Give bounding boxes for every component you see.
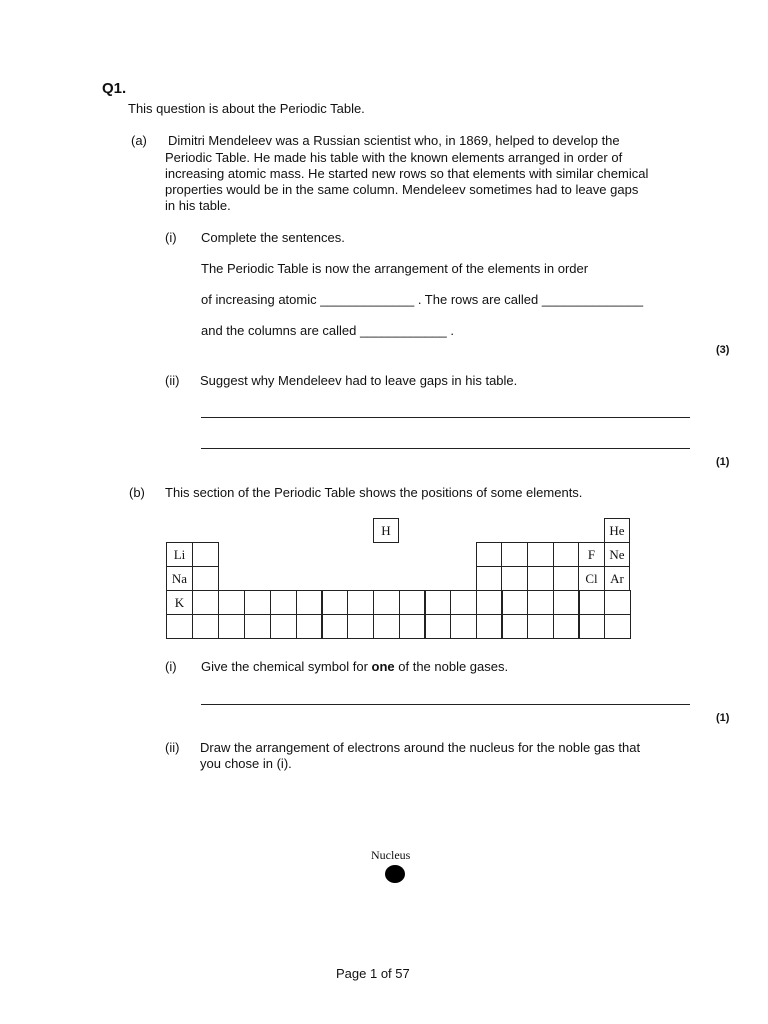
part-b-i-label: (i): [165, 659, 177, 674]
part-a-i-label: (i): [165, 230, 177, 245]
part-b-ii-line-2: you chose in (i).: [200, 756, 292, 771]
part-a-i-marks: (3): [716, 344, 730, 356]
question-intro: This question is about the Periodic Table.: [128, 101, 365, 116]
nucleus-dot: [385, 865, 405, 883]
empty-cell: [399, 614, 426, 639]
element-cell-ne: Ne: [604, 542, 630, 567]
empty-cell: [553, 590, 580, 615]
part-a-paragraph-line-1: Dimitri Mendeleev was a Russian scientist who, in 1869, helped to develop the: [168, 133, 620, 148]
part-b-label: (b): [129, 485, 145, 500]
empty-cell: [399, 590, 426, 615]
empty-cell: [501, 614, 528, 639]
element-cell-cl: Cl: [578, 566, 605, 591]
empty-cell: [166, 614, 193, 639]
element-cell-li: Li: [166, 542, 193, 567]
part-a-paragraph-line-5: in his table.: [165, 198, 231, 213]
part-a-paragraph-line-2: Periodic Table. He made his table with the known elements arranged in order of: [165, 150, 623, 165]
empty-cell: [218, 614, 245, 639]
empty-cell: [218, 590, 245, 615]
empty-cell: [527, 614, 554, 639]
part-b-ii-label: (ii): [165, 740, 180, 755]
part-a-ii-instruction: Suggest why Mendeleev had to leave gaps in his table.: [200, 373, 518, 388]
empty-cell: [244, 614, 271, 639]
empty-cell: [578, 590, 605, 615]
empty-cell: [450, 590, 477, 615]
part-a-paragraph-line-3: increasing atomic mass. He started new rows so that elements with similar chemical: [165, 166, 649, 181]
part-b-i-text-before: Give the chemical symbol for: [201, 659, 372, 674]
answer-line[interactable]: [201, 448, 690, 449]
empty-cell: [373, 590, 400, 615]
empty-cell: [192, 614, 219, 639]
nucleus-label: Nucleus: [371, 848, 411, 862]
part-a-i-sentence-2: of increasing atomic _____________ . The rows are called ______________: [201, 292, 644, 307]
empty-cell: [578, 614, 605, 639]
empty-cell: [553, 566, 579, 591]
part-b-ii-line-1: Draw the arrangement of electrons around the nucleus for the noble gas that: [200, 740, 641, 755]
part-b-text: This section of the Periodic Table shows the positions of some elements.: [165, 485, 583, 500]
empty-cell: [424, 590, 451, 615]
empty-cell: [553, 542, 579, 567]
empty-cell: [296, 614, 323, 639]
empty-cell: [553, 614, 580, 639]
empty-cell: [476, 590, 503, 615]
empty-cell: [321, 590, 348, 615]
empty-cell: [450, 614, 477, 639]
empty-cell: [501, 566, 528, 591]
answer-line[interactable]: [201, 704, 690, 705]
empty-cell: [604, 614, 631, 639]
empty-cell: [192, 590, 219, 615]
empty-cell: [476, 614, 503, 639]
empty-cell: [244, 590, 271, 615]
element-cell-ar: Ar: [604, 566, 630, 591]
element-cell-he: He: [604, 518, 630, 543]
empty-cell: [527, 566, 554, 591]
empty-cell: [296, 590, 323, 615]
empty-cell: [501, 542, 528, 567]
empty-cell: [527, 590, 554, 615]
empty-cell: [321, 614, 348, 639]
part-b-i-text-after: of the noble gases.: [394, 659, 509, 674]
page-number: Page 1 of 57: [336, 966, 410, 981]
empty-cell: [270, 590, 297, 615]
answer-line[interactable]: [201, 417, 690, 418]
empty-cell: [501, 590, 528, 615]
empty-cell: [347, 614, 374, 639]
part-a-i-instruction: Complete the sentences.: [201, 230, 345, 245]
element-cell-f: F: [578, 542, 605, 567]
part-a-ii-marks: (1): [716, 456, 730, 468]
empty-cell: [347, 590, 374, 615]
question-number: Q1.: [102, 80, 127, 97]
element-cell-na: Na: [166, 566, 193, 591]
empty-cell: [192, 542, 219, 567]
empty-cell: [424, 614, 451, 639]
part-a-paragraph-line-4: properties would be in the same column. Mendeleev sometimes had to leave gaps: [165, 182, 639, 197]
empty-cell: [604, 590, 631, 615]
element-cell-h: H: [373, 518, 399, 543]
empty-cell: [476, 566, 502, 591]
empty-cell: [192, 566, 219, 591]
empty-cell: [527, 542, 554, 567]
part-b-i-marks: (1): [716, 712, 730, 724]
part-a-i-sentence-1: The Periodic Table is now the arrangement of the elements in order: [201, 261, 589, 276]
element-cell-k: K: [166, 590, 193, 615]
part-a-label: (a): [131, 133, 147, 148]
empty-cell: [270, 614, 297, 639]
part-b-i-question: [201, 659, 508, 675]
part-a-i-sentence-3: and the columns are called ____________ .: [201, 323, 454, 338]
part-a-ii-label: (ii): [165, 373, 180, 388]
empty-cell: [476, 542, 502, 567]
empty-cell: [373, 614, 400, 639]
part-b-i-text-bold: one: [371, 659, 395, 674]
